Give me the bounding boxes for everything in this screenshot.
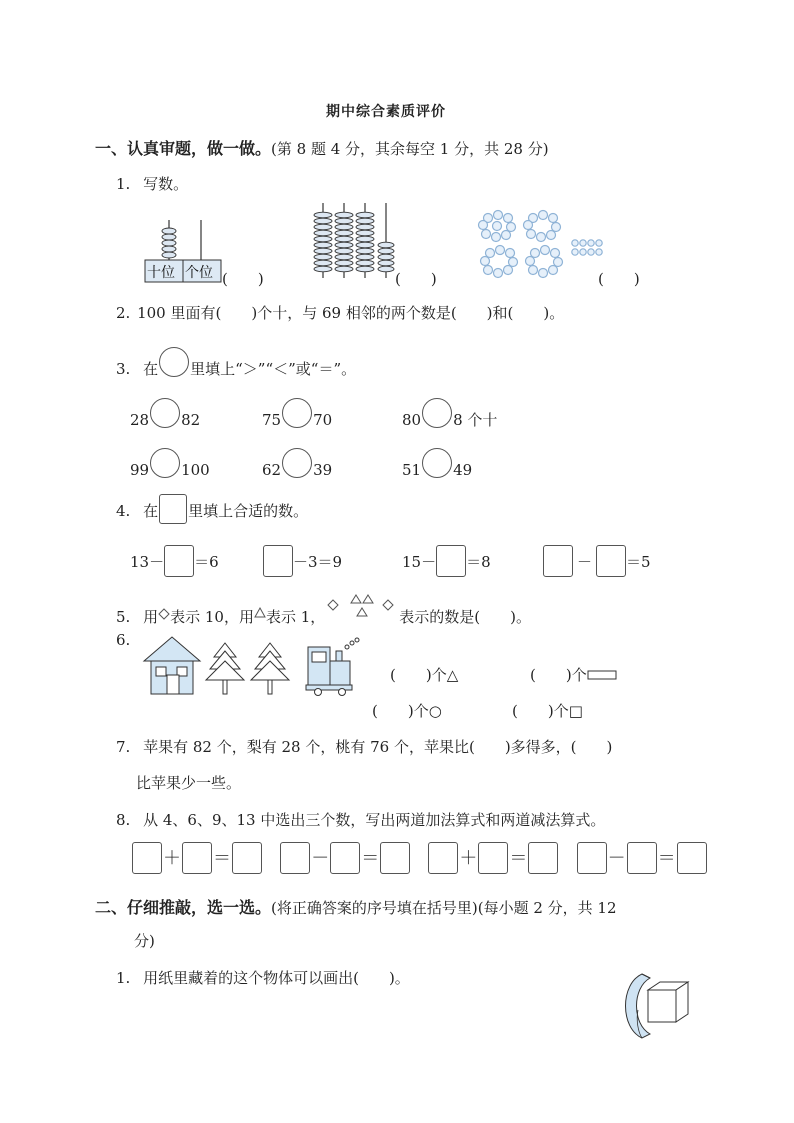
question-8 <box>116 809 605 830</box>
section-2-title: 二、仔细推敲，选一选。 <box>95 898 272 917</box>
question-3 <box>116 347 356 379</box>
question-text: 写数。 <box>143 175 189 193</box>
answer-box[interactable] <box>596 545 626 577</box>
question-number: 4. <box>116 502 131 520</box>
compare-circle[interactable] <box>422 448 452 478</box>
question-number: 5. <box>116 608 131 626</box>
compare-item-2: 75 70 <box>262 398 332 429</box>
answer-box[interactable] <box>232 842 262 874</box>
compare-circle[interactable] <box>282 398 312 428</box>
compare-circle[interactable] <box>150 398 180 428</box>
equation-1: 13－ ＝6 <box>130 545 219 577</box>
abacus-label-tens: 十位 <box>147 265 175 281</box>
question-post: 里填上合适的数。 <box>188 502 309 520</box>
question-number: 1. <box>116 175 131 193</box>
q8-equation-row: ＋ ＝ － ＝ ＋ ＝ － ＝ <box>132 842 707 874</box>
abacus-hundreds <box>310 203 400 283</box>
question-2 <box>116 302 564 323</box>
section-1-heading <box>95 136 549 159</box>
question-number: 3. <box>116 360 131 378</box>
question-1 <box>116 173 188 194</box>
compare-circle[interactable] <box>282 448 312 478</box>
count-circle[interactable]: ( )个○ <box>372 702 442 720</box>
box-placeholder <box>159 494 187 524</box>
section-2-score-note: (将正确答案的序号填在括号里)(每小题 2 分，共 12 <box>271 899 617 917</box>
equation-3: 15－ ＝8 <box>402 545 491 577</box>
compare-item-4: 99 100 <box>130 448 210 479</box>
question-4 <box>116 494 308 524</box>
answer-box[interactable] <box>677 842 707 874</box>
question-number: 7. <box>116 738 131 756</box>
compare-circle[interactable] <box>150 448 180 478</box>
section-1-title: 一、认真审题，做一做。 <box>95 139 272 158</box>
abacus-label-ones: 个位 <box>185 265 213 281</box>
question-7-line-2: 比苹果少一些。 <box>136 774 242 792</box>
triangle-icon <box>254 607 266 618</box>
question-pre: 在 <box>143 360 159 378</box>
compare-item-6: 51 49 <box>402 448 472 479</box>
equation-2: －3＝9 <box>263 545 342 577</box>
answer-box[interactable] <box>627 842 657 874</box>
answer-box[interactable] <box>436 545 466 577</box>
question-number: 2. <box>116 304 131 322</box>
answer-box[interactable] <box>543 545 573 577</box>
section-2-question-1 <box>116 967 410 988</box>
shape-group-figure <box>325 594 399 624</box>
answer-blank-1[interactable]: ( ) <box>222 270 264 288</box>
equation-4: － ＝5 <box>543 545 651 577</box>
answer-box[interactable] <box>380 842 410 874</box>
answer-box[interactable] <box>182 842 212 874</box>
answer-blank-3[interactable]: ( ) <box>598 270 640 288</box>
compare-circle[interactable] <box>422 398 452 428</box>
answer-box[interactable] <box>528 842 558 874</box>
count-triangle[interactable]: ( )个△ <box>390 666 459 684</box>
compare-item-1: 28 82 <box>130 398 200 429</box>
question-text: 用纸里藏着的这个物体可以画出( )。 <box>143 969 410 987</box>
answer-blank-2[interactable]: ( ) <box>395 270 437 288</box>
section-2-heading <box>95 895 617 918</box>
question-text: 从 4、6、9、13 中选出三个数，写出两道加法算式和两道减法算式。 <box>143 811 606 829</box>
rectangle-icon <box>587 670 617 680</box>
question-post: 里填上“＞”“＜”或“＝”。 <box>190 360 357 378</box>
section-1-score-note: (第 8 题 4 分，其余每空 1 分，共 28 分) <box>271 140 549 158</box>
abacus-tens-ones <box>140 215 226 285</box>
answer-box[interactable] <box>280 842 310 874</box>
answer-box[interactable] <box>164 545 194 577</box>
question-text: 100 里面有( )个十，与 69 相邻的两个数是( )和( )。 <box>137 304 565 322</box>
count-square[interactable]: ( )个□ <box>512 702 583 720</box>
bead-rings-figure <box>478 210 603 285</box>
question-6 <box>116 631 130 649</box>
answer-box[interactable] <box>330 842 360 874</box>
question-number: 6. <box>116 631 131 649</box>
answer-box[interactable] <box>428 842 458 874</box>
answer-box[interactable] <box>478 842 508 874</box>
answer-box[interactable] <box>132 842 162 874</box>
section-2-score-note-cont: 分) <box>134 932 155 950</box>
compare-item-3: 80 8 个十 <box>402 398 497 430</box>
count-rectangle[interactable]: ( )个 <box>530 664 617 685</box>
compare-item-5: 62 39 <box>262 448 332 479</box>
question-7 <box>116 736 612 757</box>
page-title: 期中综合素质评价 <box>326 104 446 120</box>
question-number: 1. <box>116 969 131 987</box>
question-text: 苹果有 82 个，梨有 28 个，桃有 76 个，苹果比( )多得多，( ) <box>143 738 613 756</box>
answer-box[interactable] <box>263 545 293 577</box>
hidden-cube-figure <box>616 970 696 1045</box>
question-pre: 在 <box>143 502 159 520</box>
circle-placeholder <box>159 347 189 377</box>
house-trees-train-figure <box>140 635 370 697</box>
question-5: 5. 用 表示 10，用 表示 1， 表示的数是( )。 <box>116 594 531 627</box>
diamond-icon <box>158 608 170 620</box>
answer-box[interactable] <box>577 842 607 874</box>
question-number: 8. <box>116 811 131 829</box>
